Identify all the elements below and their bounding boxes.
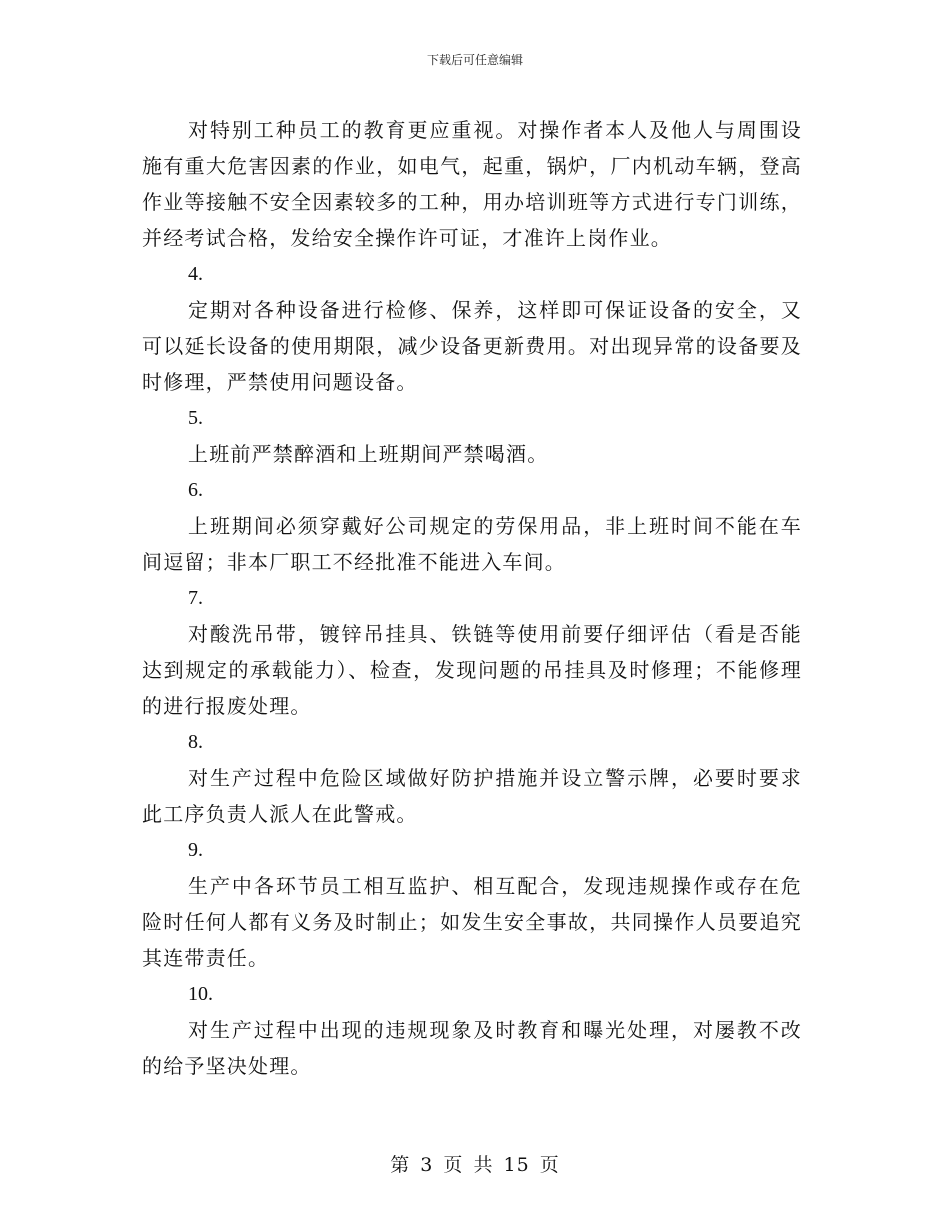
item-number-10: 10. (188, 983, 213, 1005)
paragraph-intro: 对特别工种员工的教育更应重视。对操作者本人及他人与周围设施有重大危害因素的作业，如电气，起重，锅炉，厂内机动车辆，登高作业等接触不安全因素较多的工种，用办培训班等方式进行专门训练，并经考试合格，发给安全操作许可证，才准许上岗作业。 (142, 118, 802, 250)
item-text-8: 对生产过程中危险区域做好防护措施并设立警示牌，必要时要求此工序负责人派人在此警戒。 (142, 766, 802, 826)
item-text-5: 上班前严禁醉酒和上班期间严禁喝酒。 (188, 442, 549, 466)
document-body (142, 112, 802, 1084)
item-number-8: 8. (188, 731, 203, 753)
page-number-footer: 第 3 页 共 15 页 (390, 1154, 560, 1176)
item-text-10: 对生产过程中出现的违规现象及时教育和曝光处理，对屡教不改的给予坚决处理。 (142, 1018, 802, 1078)
item-text-6: 上班期间必须穿戴好公司规定的劳保用品，非上班时间不能在车间逗留；非本厂职工不经批准不能进入车间。 (142, 514, 802, 574)
item-number-5: 5. (188, 407, 203, 429)
item-number-6: 6. (188, 479, 203, 501)
item-text-7: 对酸洗吊带，镀锌吊挂具、铁链等使用前要仔细评估（看是否能达到规定的承载能力）、检查，发现问题的吊挂具及时修理；不能修理的进行报废处理。 (142, 622, 802, 718)
item-number-4: 4. (188, 263, 203, 285)
item-text-4: 定期对各种设备进行检修、保养，这样即可保证设备的安全，又可以延长设备的使用期限，减少设备更新费用。对出现异常的设备要及时修理，严禁使用问题设备。 (142, 298, 802, 394)
item-number-9: 9. (188, 839, 203, 861)
page-header: 下载后可任意编辑 (426, 53, 523, 67)
item-text-9: 生产中各环节员工相互监护、相互配合，发现违规操作或存在危险时任何人都有义务及时制止；如发生安全事故，共同操作人员要追究其连带责任。 (142, 874, 802, 970)
item-number-7: 7. (188, 587, 203, 609)
